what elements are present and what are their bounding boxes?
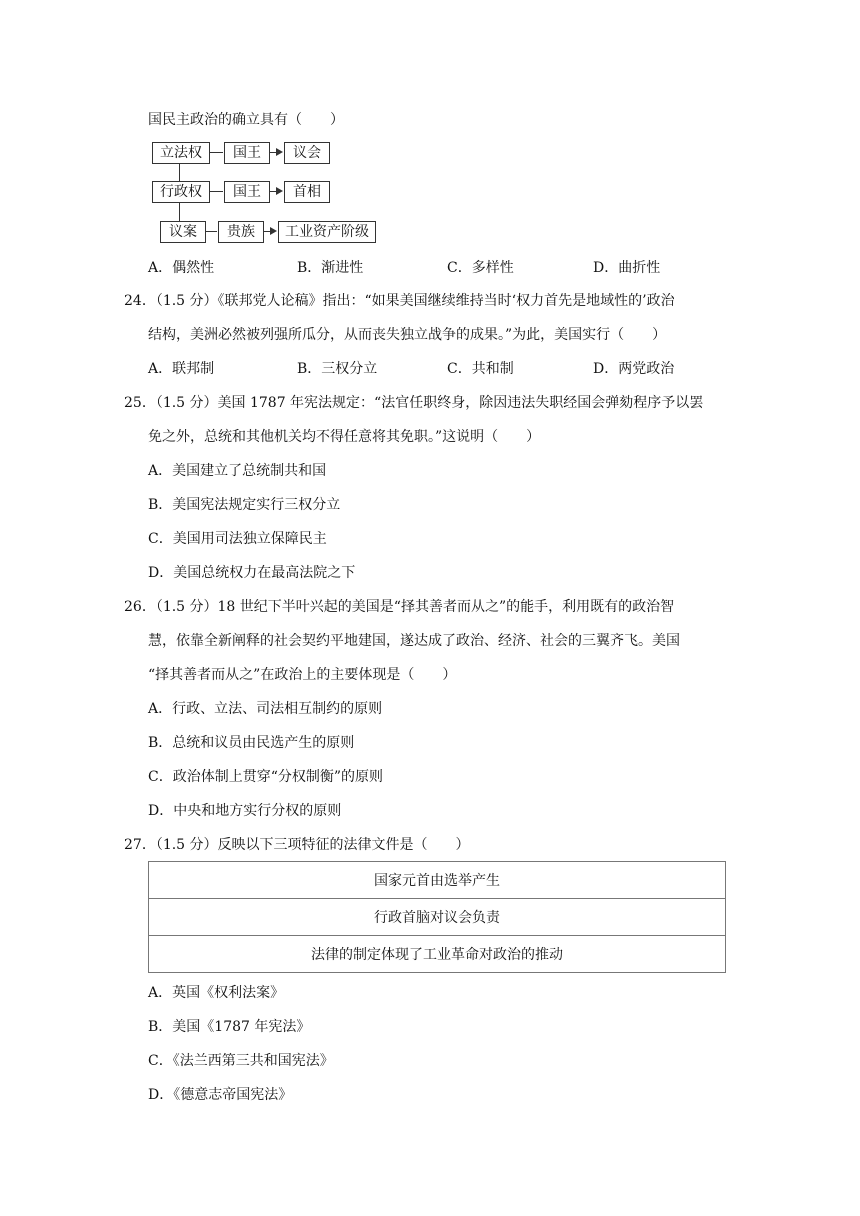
q23-option-a[interactable]: A．偶然性 [148, 260, 215, 276]
diagram-box-industrial-bourgeoisie: 工业资产阶级 [278, 221, 376, 243]
q26-stem-line2: 慧，依靠全新阐释的社会契约平地建国，遂达成了政治、经济、社会的三翼齐飞。美国 [148, 633, 680, 649]
q25-stem-line1: 25．（1.5 分）美国 1787 年宪法规定：“法官任职终身，除因违法失职经国会弹劾程序予以罢 [124, 395, 704, 411]
q27-option-a[interactable]: A．英国《权利法案》 [148, 985, 285, 1001]
q23-option-d[interactable]: D．曲折性 [593, 260, 661, 276]
q26-option-a[interactable]: A．行政、立法、司法相互制约的原则 [148, 701, 383, 717]
arrow-icon [270, 227, 277, 235]
q24-stem-line1: 24．（1.5 分）《联邦党人论稿》指出：“如果美国继续维持当时‘权力首先是地域性的’政治 [124, 293, 675, 309]
diagram-box-king-1: 国王 [224, 142, 270, 164]
arrow-icon [276, 187, 283, 195]
q24-stem-line2: 结构，美洲必然被列强所瓜分，从而丧失独立战争的成果。”为此，美国实行（ ） [148, 327, 667, 343]
q27-option-d[interactable]: D．《德意志帝国宪法》 [148, 1087, 293, 1103]
table-row [149, 936, 726, 973]
diagram-box-prime-minister: 首相 [284, 181, 330, 203]
q23-stem-tail: 国民主政治的确立具有（ ） [148, 112, 344, 128]
q26-stem-line1: 26．（1.5 分）18 世纪下半叶兴起的美国是“择其善者而从之”的能手，利用既有的政治智 [124, 599, 675, 615]
q26-option-d[interactable]: D．中央和地方实行分权的原则 [148, 803, 342, 819]
diagram-box-bill: 议案 [160, 221, 206, 243]
q26-option-b[interactable]: B．总统和议员由民选产生的原则 [148, 735, 355, 751]
q23-option-c[interactable]: C．多样性 [447, 260, 514, 276]
q24-option-b[interactable]: B．三权分立 [297, 361, 378, 377]
q25-option-d[interactable]: D．美国总统权力在最高法院之下 [148, 565, 356, 581]
diagram-box-executive: 行政权 [152, 181, 210, 203]
q27-option-b[interactable]: B．美国《1787 年宪法》 [148, 1019, 311, 1035]
diagram-box-legislative: 立法权 [152, 142, 210, 164]
q25-stem-line2: 免之外，总统和其他机关均不得任意将其免职。”这说明（ ） [148, 429, 541, 445]
q27-feature-table [148, 861, 726, 973]
q24-option-a[interactable]: A．联邦制 [148, 361, 215, 377]
table-row [149, 899, 726, 936]
diagram-box-parliament: 议会 [284, 142, 330, 164]
q23-option-b[interactable]: B．渐进性 [297, 260, 364, 276]
q25-option-b[interactable]: B．美国宪法规定实行三权分立 [148, 497, 341, 513]
table-cell: 法律的制定体现了工业革命对政治的推动 [149, 936, 726, 973]
q25-option-c[interactable]: C．美国用司法独立保障民主 [148, 531, 327, 547]
q27-option-c[interactable]: C．《法兰西第三共和国宪法》 [148, 1053, 334, 1069]
diagram-box-nobility: 贵族 [218, 221, 264, 243]
table-cell: 国家元首由选举产生 [149, 862, 726, 899]
diagram-box-king-2: 国王 [224, 181, 270, 203]
q26-stem-line3: “择其善者而从之”在政治上的主要体现是（ ） [148, 667, 457, 683]
arrow-icon [276, 148, 283, 156]
table-row [149, 862, 726, 899]
q27-stem-line1: 27．（1.5 分）反映以下三项特征的法律文件是（ ） [124, 837, 470, 853]
q25-option-a[interactable]: A．美国建立了总统制共和国 [148, 463, 327, 479]
q26-option-c[interactable]: C．政治体制上贯穿“分权制衡”的原则 [148, 769, 384, 785]
q24-option-d[interactable]: D．两党政治 [593, 361, 675, 377]
q24-option-c[interactable]: C．共和制 [447, 361, 514, 377]
table-cell: 行政首脑对议会负责 [149, 899, 726, 936]
